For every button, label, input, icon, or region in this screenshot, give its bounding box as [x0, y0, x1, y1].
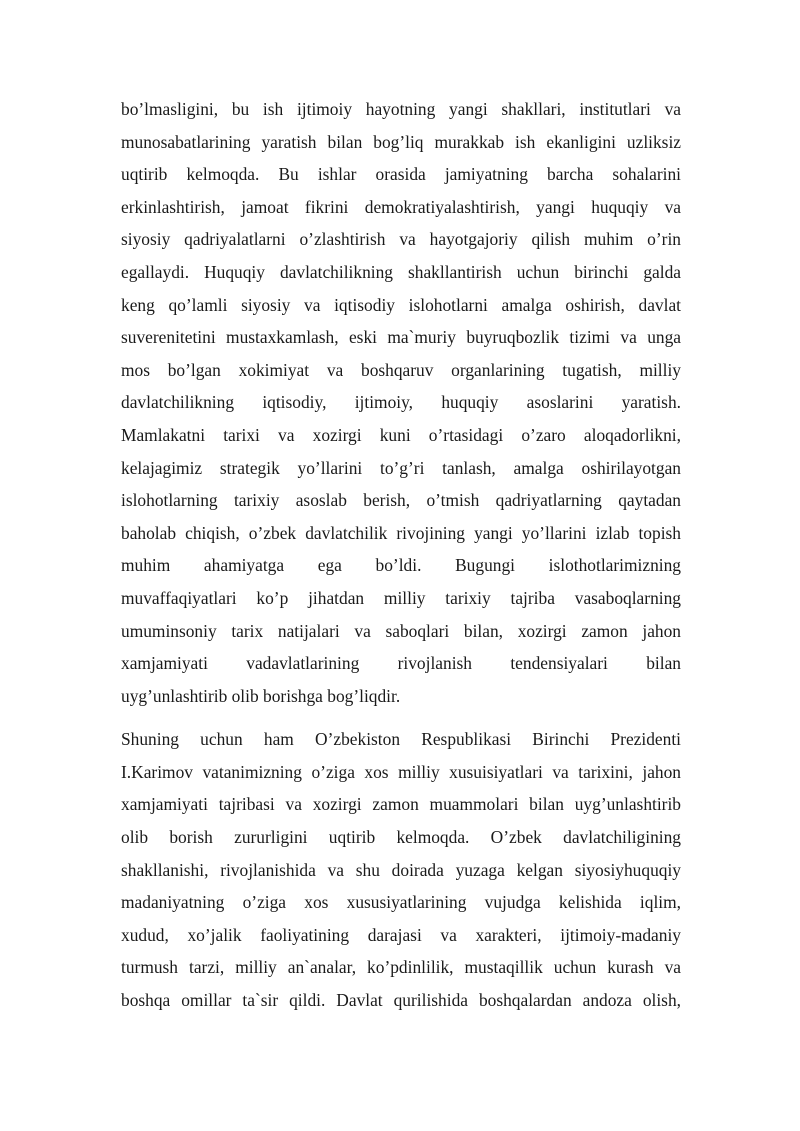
text-line: bo’lmasligini, bu ish ijtimoiy hayotning yangi shakllari, institutlari va — [121, 99, 681, 119]
text-line: shakllanishi, rivojlanishida va shu doirada yuzaga kelgan siyosiyhuquqiy — [121, 859, 681, 880]
text-line: umuminsoniy tarix natijalari va saboqlari bilan, xozirgi zamon jahon — [121, 620, 681, 641]
text-line: davlatchilikning iqtisodiy, ijtimoiy, huquqiy asoslarini yaratish. — [121, 392, 681, 413]
text-line: muhim ahamiyatga ega bo’ldi. Bugungi islothotlarimizning — [121, 555, 681, 576]
text-line: uqtirib kelmoqda. Bu ishlar orasida jamiyatning barcha sohalarini — [121, 164, 681, 185]
text-line: I.Karimov vatanimizning o’ziga xos milliy xusuisiyatlari va tarixini, jahon — [121, 761, 681, 782]
text-line: xamjamiyati tajribasi va xozirgi zamon muammolari bilan uyg’unlashtirib — [121, 794, 681, 815]
text-line: keng qo’lamli siyosiy va iqtisodiy islohotlarni amalga oshirish, davlat — [121, 294, 681, 315]
text-line: olib borish zururligini uqtirib kelmoqda. O’zbek davlatchiligining — [121, 827, 681, 848]
text-line: xamjamiyati vadavlatlarining rivojlanish tendensiyalari bilan — [121, 653, 681, 674]
text-line: boshqa omillar ta`sir qildi. Davlat qurilishida boshqalardan andoza olish, — [121, 990, 681, 1011]
paragraph-1 — [121, 93, 681, 712]
text-line: uyg’unlashtirib olib borishga bog’liqdir. — [121, 685, 401, 706]
text-line: Shuning uchun ham O’zbekiston Respublikasi Birinchi Prezidenti — [121, 729, 681, 750]
text-line: madaniyatning o’ziga xos xususiyatlarining vujudga kelishida iqlim, — [121, 892, 681, 913]
paragraph-2 — [121, 723, 681, 1016]
text-line: Mamlakatni tarixi va xozirgi kuni o’rtasidagi o’zaro aloqadorlikni, — [121, 424, 681, 445]
text-line: kelajagimiz strategik yo’llarini to’g’ri tanlash, amalga oshirilayotgan — [121, 457, 681, 478]
text-line: mos bo’lgan xokimiyat va boshqaruv organlarining tugatish, milliy — [121, 359, 681, 380]
text-line: siyosiy qadriyalatlarni o’zlashtirish va hayotgajoriy qilish muhim o’rin — [121, 229, 681, 250]
text-line: muvaffaqiyatlari ko’p jihatdan milliy tarixiy tajriba vasaboqlarning — [121, 587, 681, 608]
text-line: munosabatlarining yaratish bilan bog’liq murakkab ish ekanligini uzliksiz — [121, 131, 681, 152]
text-line: xudud, xo’jalik faoliyatining darajasi va xarakteri, ijtimoiy-madaniy — [121, 924, 681, 945]
document-page — [121, 93, 681, 1017]
text-line: islohotlarning tarixiy asoslab berish, o’tmish qadriyatlarning qaytadan — [121, 490, 681, 511]
text-line: turmush tarzi, milliy an`analar, ko’pdinlilik, mustaqillik uchun kurash va — [121, 957, 681, 978]
text-line: suverenitetini mustaxkamlash, eski ma`muriy buyruqbozlik tizimi va unga — [121, 327, 681, 348]
text-line: baholab chiqish, o’zbek davlatchilik rivojining yangi yo’llarini izlab topish — [121, 522, 681, 543]
text-line: egallaydi. Huquqiy davlatchilikning shakllantirish uchun birinchi galda — [121, 261, 681, 282]
text-line: erkinlashtirish, jamoat fikrini demokratiyalashtirish, yangi huquqiy va — [121, 196, 681, 217]
